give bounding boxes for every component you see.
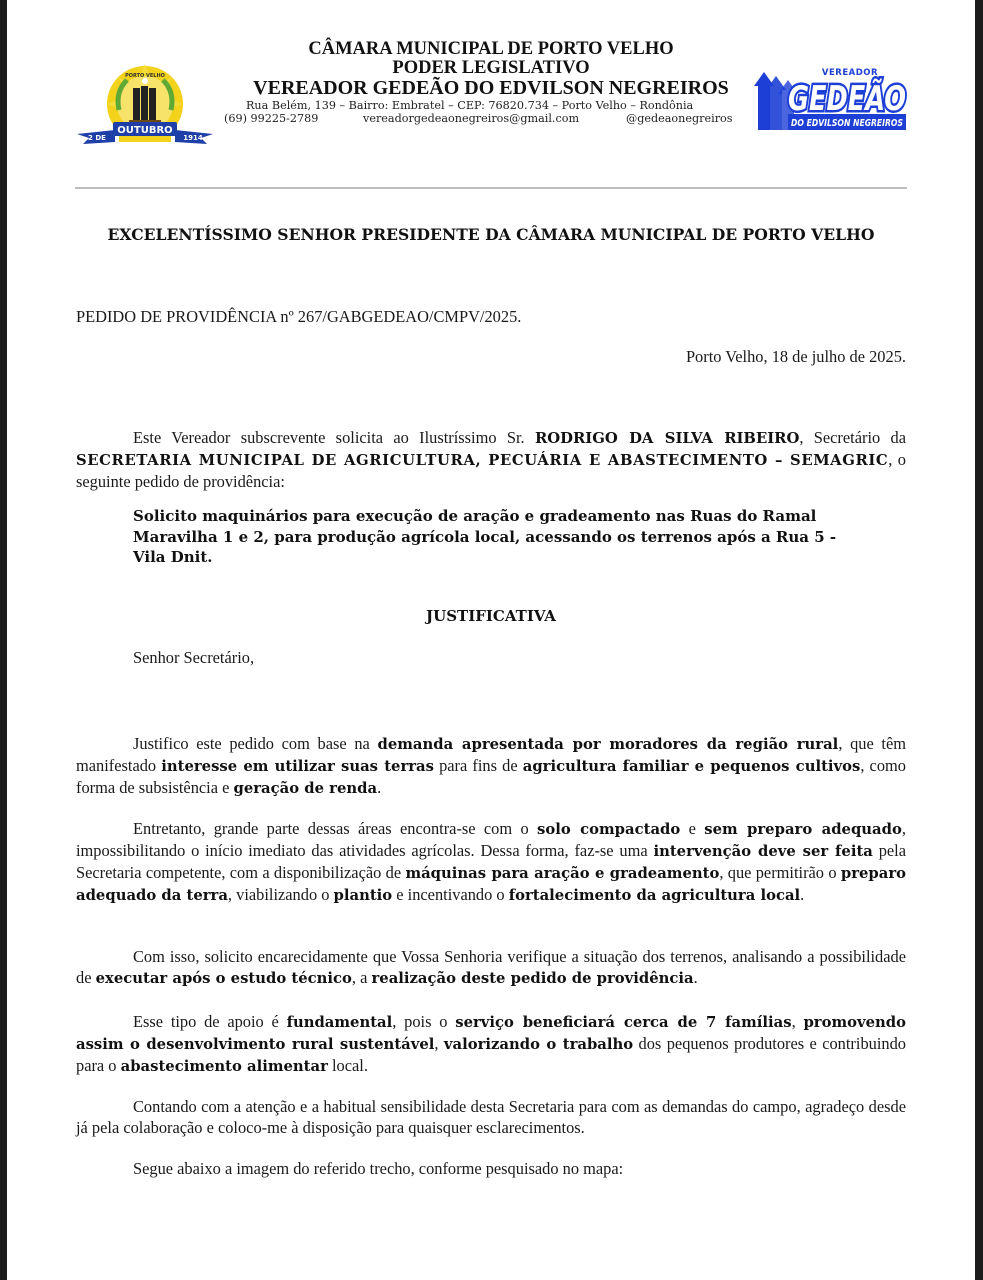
svg-text:1914: 1914 bbox=[183, 134, 203, 142]
justification-paragraph-1: Justifico este pedido com base na demanda apresentada por moradores da região rural, que têm manifestado interesse em utilizar suas terras para fins de agricultura familiar e pequenos cultivos, como forma de subsistência e geração de renda. bbox=[76, 734, 906, 797]
header-address: Rua Belém, 139 – Bairro: Embratel – CEP: 76820.734 – Porto Velho – Rondônia bbox=[246, 99, 694, 112]
header-email: vereadorgedeaonegreiros@gmail.com bbox=[363, 112, 580, 125]
salutation: Senhor Secretário, bbox=[133, 648, 255, 667]
header-legislative-power: PODER LEGISLATIVO bbox=[392, 58, 590, 78]
addressee-heading: EXCELENTÍSSIMO SENHOR PRESIDENTE DA CÂMARA MUNICIPAL DE PORTO VELHO bbox=[107, 225, 875, 244]
request-number: PEDIDO DE PROVIDÊNCIA nº 267/GABGEDEAO/CMPV/2025. bbox=[76, 307, 522, 326]
justification-paragraph-5: Contando com a atenção e a habitual sensibilidade desta Secretaria para com as demandas do campo, agradeço desde já pela colaboração e coloco-me à disposição para quaisquer esclarecimentos. bbox=[76, 1097, 906, 1137]
secretariat-name: SECRETARIA MUNICIPAL DE AGRICULTURA, PECUÁRIA E ABASTECIMENTO – SEMAGRIC bbox=[76, 452, 889, 469]
document-page bbox=[7, 0, 975, 1280]
intro-paragraph: Este Vereador subscrevente solicita ao Ilustríssimo Sr. RODRIGO DA SILVA RIBEIRO, Secretário da SECRETARIA MUNICIPAL DE AGRICULTURA, PECUÁRIA E ABASTECIMENTO – SEMAGRIC, o seguinte pedido de providência: bbox=[76, 428, 906, 491]
justification-title: JUSTIFICATIVA bbox=[426, 607, 556, 625]
svg-text:2 DE: 2 DE bbox=[88, 134, 106, 142]
header-social-handle: @gedeaonegreiros bbox=[626, 112, 733, 125]
svg-text:OUTUBRO: OUTUBRO bbox=[117, 125, 173, 136]
svg-text:GEDEÃO: GEDEÃO bbox=[788, 79, 945, 119]
header-divider bbox=[75, 187, 907, 189]
svg-text:DO EDVILSON NEGREIROS: DO EDVILSON NEGREIROS bbox=[791, 118, 903, 129]
secretary-name: RODRIGO DA SILVA RIBEIRO bbox=[534, 430, 800, 447]
justification-paragraph-4: Esse tipo de apoio é fundamental, pois o serviço beneficiará cerca de 7 famílias, promovendo assim o desenvolvimento rural sustentável, valorizando o trabalho dos pequenos produtores e contribuindo para o abastecimento alimentar local. bbox=[76, 1012, 906, 1075]
header-councilor-name: VEREADOR GEDEÃO DO EDVILSON NEGREIROS bbox=[253, 77, 729, 99]
justification-paragraph-3: Com isso, solicito encarecidamente que Vossa Senhoria verifique a situação dos terrenos, analisando a possibilidade de executar após o estudo técnico, a realização deste pedido de providência. bbox=[76, 947, 906, 987]
svg-text:PORTO VELHO: PORTO VELHO bbox=[125, 73, 165, 79]
gedeao-campaign-logo-icon bbox=[752, 64, 945, 134]
justification-paragraph-2: Entretanto, grande parte dessas áreas encontra-se com o solo compactado e sem preparo adequado, impossibilitando o início imediato das atividades agrícolas. Dessa forma, faz-se uma intervenção deve ser feita pela Secretaria competente, com a disponibilização de máquinas para aração e gradeamento, que permitirão o preparo adequado da terra, viabilizando o plantio e incentivando o fortalecimento da agricultura local. bbox=[76, 819, 906, 904]
map-reference-paragraph: Segue abaixo a imagem do referido trecho, conforme pesquisado no mapa: bbox=[133, 1159, 624, 1178]
date-line: Porto Velho, 18 de julho de 2025. bbox=[685, 347, 906, 366]
header-chamber-name: CÂMARA MUNICIPAL DE PORTO VELHO bbox=[308, 39, 674, 59]
svg-text:VEREADOR: VEREADOR bbox=[821, 68, 879, 78]
header-phone: (69) 99225-2789 bbox=[224, 112, 319, 125]
request-body: Solicito maquinários para execução de aração e gradeamento nas Ruas do Ramal Maravilha 1 e 2, para produção agrícola local, acessando os terrenos após a Rua 5 - Vila Dnit. bbox=[133, 507, 837, 566]
